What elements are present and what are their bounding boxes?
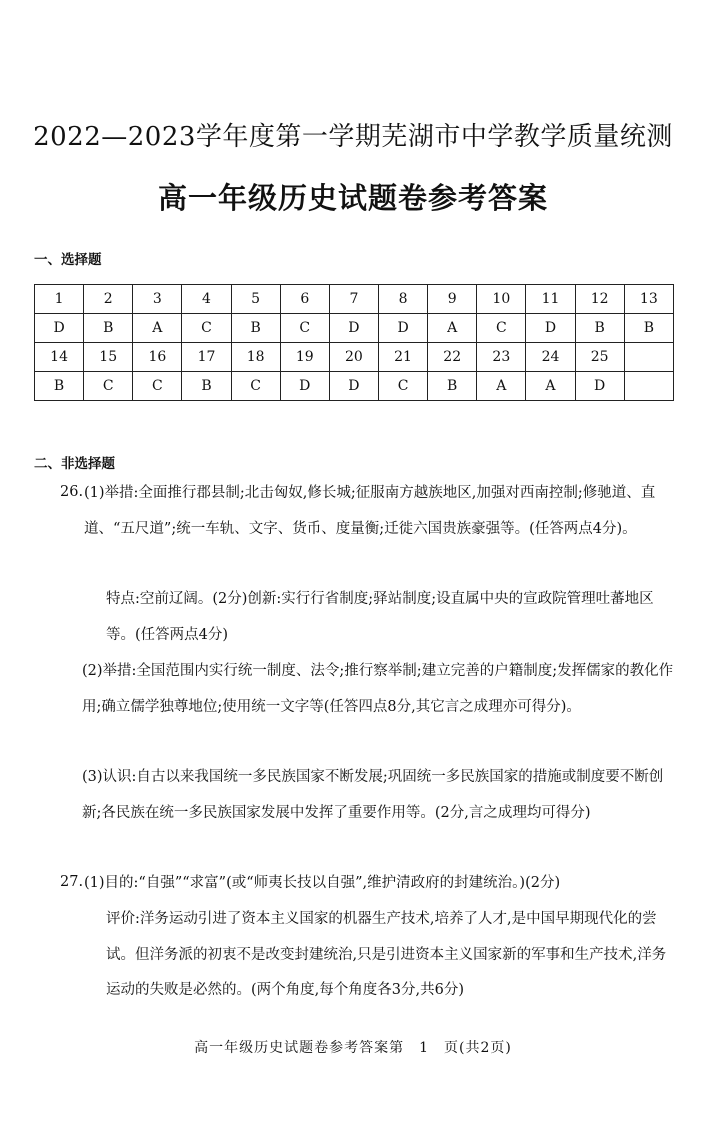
- answer-cell: C: [84, 372, 133, 401]
- question-number-cell: 13: [624, 285, 673, 314]
- answer-cell: B: [624, 314, 673, 343]
- q26-part1-features: 特点:空前辽阔。(2分)创新:实行行省制度;驿站制度;设直属中央的宣政院管理吐蕃地区等。(任答两点4分): [106, 591, 654, 643]
- question-number-cell: 20: [329, 343, 378, 372]
- answer-cell: A: [133, 314, 182, 343]
- question-number-cell: 25: [575, 343, 624, 372]
- question-number-cell: 8: [378, 285, 427, 314]
- answer-cell: D: [526, 314, 575, 343]
- answer-table-row: [35, 343, 674, 372]
- section-heading-multiple-choice: 一、选择题: [34, 252, 102, 268]
- question-number-cell: 7: [329, 285, 378, 314]
- answer-cell: D: [329, 372, 378, 401]
- question-number-cell: 4: [182, 285, 231, 314]
- q27-part1-answer: (1)目的:“自强”“求富”(或“师夷长技以自强”,维护清政府的封建统治。)(2分): [84, 875, 561, 891]
- question-number-cell: 3: [133, 285, 182, 314]
- question-number-cell: 6: [280, 285, 329, 314]
- question-number-cell: 19: [280, 343, 329, 372]
- answer-cell: B: [84, 314, 133, 343]
- answer-cell: C: [378, 372, 427, 401]
- answer-cell: D: [378, 314, 427, 343]
- answer-cell: C: [280, 314, 329, 343]
- answer-table-row: [35, 372, 674, 401]
- answer-cell: [624, 372, 673, 401]
- answer-cell: C: [231, 372, 280, 401]
- answer-table: [34, 284, 674, 401]
- answer-cell: B: [575, 314, 624, 343]
- section-heading-non-choice: 二、非选择题: [34, 456, 115, 472]
- question-number-cell: 2: [84, 285, 133, 314]
- question-number-27: 27.: [60, 874, 84, 890]
- answer-cell: D: [35, 314, 84, 343]
- answer-table-row: [35, 285, 674, 314]
- answer-cell: C: [477, 314, 526, 343]
- answer-cell: A: [526, 372, 575, 401]
- q27-evaluation: 评价:洋务运动引进了资本主义国家的机器生产技术,培养了人才,是中国早期现代化的尝试。但洋务派的初衷不是改变封建统治,只是引进资本主义国家新的军事和生产技术,洋务运动的失败是必然的。(两个角度,每个角度各3分,共6分): [106, 911, 667, 998]
- question-number-cell: [624, 343, 673, 372]
- answer-cell: D: [575, 372, 624, 401]
- question-number-cell: 12: [575, 285, 624, 314]
- answer-cell: B: [35, 372, 84, 401]
- q26-part3-answer: (3)认识:自古以来我国统一多民族国家不断发展;巩固统一多民族国家的措施或制度要不断创新;各民族在统一多民族国家发展中发挥了重要作用等。(2分,言之成理均可得分): [82, 769, 664, 821]
- q26-part1-answer: (1)举措:全面推行郡县制;北击匈奴,修长城;征服南方越族地区,加强对西南控制;修驰道、直道、“五尺道”;统一车轨、文字、货币、度量衡;迁徙六国贵族豪强等。(任答两点4分)。: [84, 485, 656, 537]
- question-number-cell: 22: [428, 343, 477, 372]
- answer-cell: B: [231, 314, 280, 343]
- answer-cell: C: [133, 372, 182, 401]
- question-number-cell: 17: [182, 343, 231, 372]
- question-number-cell: 10: [477, 285, 526, 314]
- question-number-cell: 9: [428, 285, 477, 314]
- question-number-cell: 24: [526, 343, 575, 372]
- answer-cell: A: [428, 314, 477, 343]
- exam-title: 2022—2023学年度第一学期芜湖市中学教学质量统测: [33, 122, 673, 152]
- answer-cell: B: [182, 372, 231, 401]
- page-footer: 高一年级历史试题卷参考答案第 1 页(共2页): [194, 1040, 512, 1056]
- question-number-cell: 1: [35, 285, 84, 314]
- question-number-cell: 14: [35, 343, 84, 372]
- question-number-cell: 5: [231, 285, 280, 314]
- question-number-cell: 11: [526, 285, 575, 314]
- answer-cell: C: [182, 314, 231, 343]
- question-number-cell: 18: [231, 343, 280, 372]
- q26-part2-answer: (2)举措:全国范围内实行统一制度、法令;推行察举制;建立完善的户籍制度;发挥儒家的教化作用;确立儒学独尊地位;使用统一文字等(任答四点8分,其它言之成理亦可得分)。: [82, 663, 674, 715]
- answer-key-title: 高一年级历史试题卷参考答案: [157, 181, 548, 215]
- answer-table-row: [35, 314, 674, 343]
- question-number-26: 26.: [60, 484, 84, 500]
- answer-cell: A: [477, 372, 526, 401]
- question-number-cell: 15: [84, 343, 133, 372]
- answer-cell: D: [280, 372, 329, 401]
- answer-cell: D: [329, 314, 378, 343]
- answer-cell: B: [428, 372, 477, 401]
- question-number-cell: 23: [477, 343, 526, 372]
- question-number-cell: 21: [378, 343, 427, 372]
- question-number-cell: 16: [133, 343, 182, 372]
